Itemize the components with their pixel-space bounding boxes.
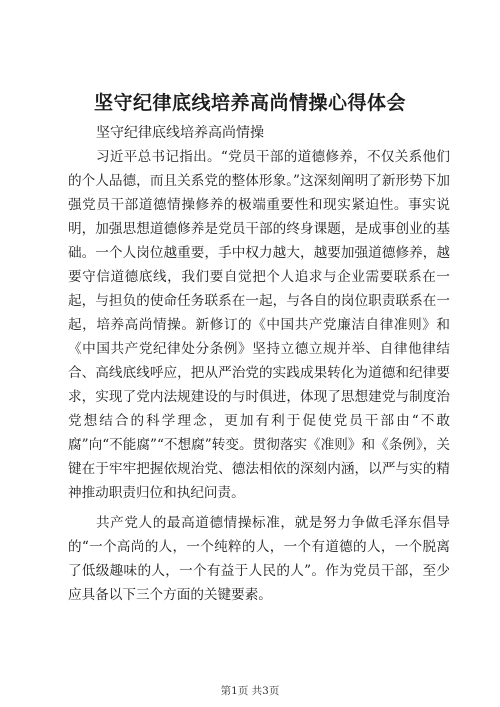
document-body — [68, 145, 450, 607]
document-subtitle: 坚守纪律底线培养高尚情操 — [96, 125, 264, 141]
document-title: 坚守纪律底线培养高尚情操心得体会 — [93, 92, 406, 114]
page-number: 第1页 共3页 — [220, 685, 280, 697]
paragraph: 共产党人的最高道德情操标准，就是努力争做毛泽东倡导的“一个高尚的人，一个纯粹的人，一个有道德的人，一个脱离了低级趣味的人，一个有益于人民的人”。作为党员干部，至少应具备以下三个方面的关键要素。 — [68, 515, 450, 603]
paragraph: 习近平总书记指出。“党员干部的道德修养，不仅关系他们的个人品德，而且关系党的整体形象。”这深刻阐明了新形势下加强党员干部道德情操修养的极端重要性和现实紧迫性。事实说明，加强思想道德修养是党员干部的终身课题，是成事创业的基础。一个人岗位越重要，手中权力越大，越要加强道德修养，越要守信道德底线，我们要自觉把个人追求与企业需要联系在一起，与担负的使命任务联系在一起，与各自的岗位职责联系在一起，培养高尚情操。新修订的《中国共产党廉洁自律准则》和《中国共产党纪律处分条例》坚持立德立规并举、自律他律结合、高线底线呼应，把从严治党的实践成果转化为道德和纪律要求，实现了党内法规建设的与时俱进，体现了思想建党与制度治党想结合的科学理念，更加有利于促使党员干部由“不敢腐”向“不能腐”“不想腐”转变。贯彻落实《准则》和《条例》，关键在于牢牢把握依规治党、德法相依的深刻内涵，以严与实的精神推动职责归位和执纪问责。 — [68, 149, 450, 501]
